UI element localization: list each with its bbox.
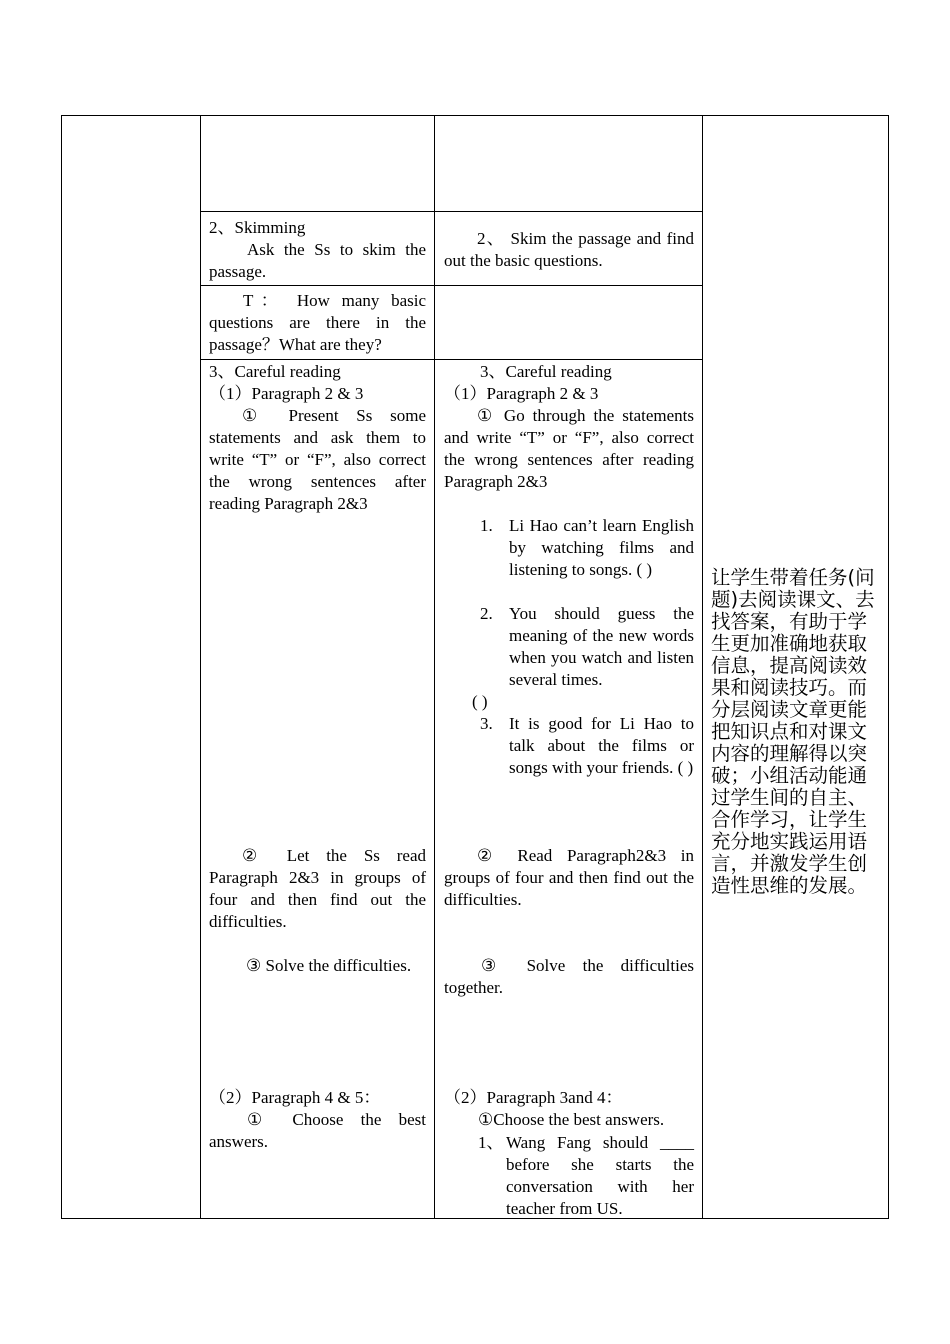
- statement-item: [480, 515, 694, 581]
- skimming-title: 2、Skimming: [209, 218, 306, 237]
- statement-number: 1.: [480, 516, 493, 535]
- student-careful-reading-title: 3、Careful reading: [480, 362, 612, 381]
- teacher-step-solve: ③ Solve the difficulties.: [246, 956, 412, 975]
- table-top-border: [61, 115, 889, 116]
- statement-text: It is good for Li Hao to talk about the films or songs with your friends. ( ): [509, 714, 694, 777]
- student-skim-task: 2、 Skim the passage and find out the basic questions.: [444, 229, 694, 270]
- statement-number: 2.: [480, 604, 493, 623]
- question-item: [478, 1132, 694, 1220]
- statement-number: 3.: [480, 714, 493, 733]
- column-divider-1: [200, 115, 201, 1219]
- teacher-question: T： How many basic questions are there in the passage？What are they?: [209, 291, 426, 354]
- student-step-solve: ③ Solve the difficulties together.: [444, 956, 694, 997]
- student-paragraph-2-3-title: （1）Paragraph 2 & 3: [444, 384, 599, 403]
- question-text: Wang Fang should ____ before she starts the conversation with her teacher from US.: [506, 1133, 694, 1218]
- table-right-border: [888, 115, 889, 1219]
- teacher-step-group-reading: ② Let the Ss read Paragraph 2&3 in groups of four and then find out the difficulties.: [209, 846, 426, 931]
- table-left-border: [61, 115, 62, 1219]
- paragraph-4-5-title: （2）Paragraph 4 & 5：: [209, 1088, 381, 1107]
- student-step-choose: ①Choose the best answers.: [478, 1110, 665, 1129]
- careful-reading-title: 3、Careful reading: [209, 362, 341, 381]
- statement-text: Li Hao can’t learn English by watching films and listening to songs. ( ): [509, 516, 694, 579]
- teacher-step-true-false: ① Present Ss some statements and ask them to write “T” or “F”, also correct the wrong sentences after reading Paragraph 2&3: [209, 406, 426, 513]
- student-paragraph-3-4-title: （2）Paragraph 3and 4：: [444, 1088, 623, 1107]
- column-divider-3: [702, 115, 703, 1219]
- statement-answer-blank: ( ): [472, 692, 488, 711]
- skimming-instruction: Ask the Ss to skim the passage.: [209, 240, 426, 281]
- row-divider-3: [200, 359, 703, 360]
- student-step-true-false: ① Go through the statements and write “T” or “F”, also correct the wrong sentences after reading Paragraph 2&3: [444, 406, 694, 491]
- design-purpose-text: 让学生带着任务(问题)去阅读课文、去找答案，有助于学生更加准确地获取信息，提高阅读效果和阅读技巧。而分层阅读文章更能把知识点和对课文内容的理解得以突破；小组活动能通过学生间的自主、合作学习，让学生充分地实践运用语言，并激发学生创造性思维的发展。: [711, 566, 875, 897]
- table-bottom-border: [61, 1218, 889, 1219]
- row-divider-1: [200, 211, 703, 212]
- question-number: 1、: [478, 1133, 504, 1152]
- teacher-step-choose: ① Choose the best answers.: [209, 1110, 426, 1151]
- student-step-group-reading: ② Read Paragraph2&3 in groups of four and then find out the difficulties.: [444, 846, 694, 909]
- statement-item: [480, 713, 694, 779]
- statement-text: You should guess the meaning of the new words when you watch and listen several times.: [509, 604, 694, 689]
- statement-item: [480, 603, 694, 691]
- row-divider-2: [200, 285, 703, 286]
- paragraph-2-3-title: （1）Paragraph 2 & 3: [209, 384, 364, 403]
- column-divider-2: [434, 115, 435, 1219]
